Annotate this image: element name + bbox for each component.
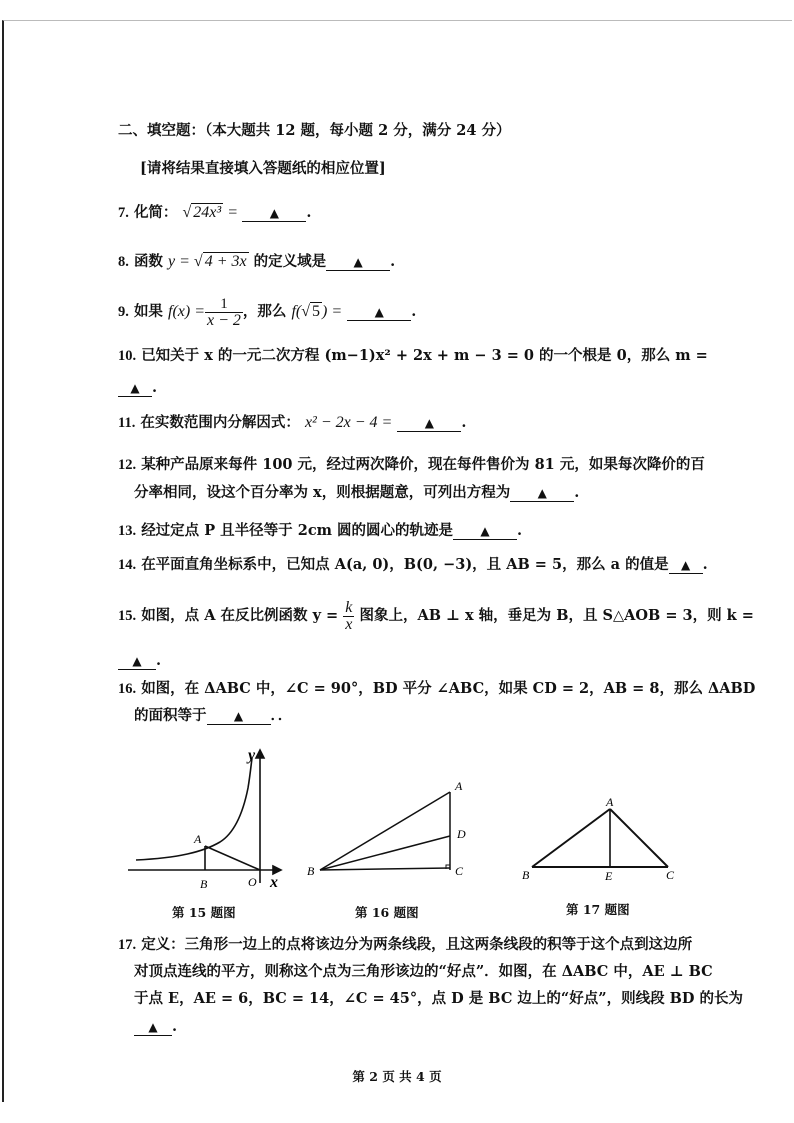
label-B: B bbox=[200, 877, 208, 891]
question-9: 9. 如果 f(x) = $\frac{1}{x - 2}$ ，那么 f( √ 5 ) = ▲ . bbox=[118, 295, 417, 329]
label-A: A bbox=[194, 832, 202, 846]
figure-16 bbox=[305, 780, 475, 890]
answer-blank: ▲ bbox=[242, 205, 306, 222]
question-12: 12. 某种产品原来每件 100 元，经过两次降价，现在每件售价为 81 元，如果每次降价的百 bbox=[118, 456, 705, 473]
x-axis-arrow bbox=[273, 866, 281, 874]
side-BA bbox=[532, 809, 610, 867]
answer-blank: ▲ bbox=[453, 523, 517, 540]
label-x: x bbox=[270, 874, 278, 891]
segment-BD bbox=[320, 836, 450, 870]
section-heading: 二、填空题：（本大题共 12 题，每小题 2 分，满分 24 分） bbox=[118, 122, 511, 139]
figure-15-caption: 第 15 题图 bbox=[172, 905, 236, 920]
question-12-line2: 分率相同，设这个百分率为 x，则根据题意，可列出方程为 ▲ . bbox=[134, 484, 580, 501]
label-B: B bbox=[522, 868, 530, 882]
label-E: E bbox=[605, 869, 613, 883]
question-8: 8. 函数 y = √ 4 + 3x 的定义域是 ▲ . bbox=[118, 253, 396, 270]
question-15-answer: ▲ . bbox=[118, 651, 161, 671]
question-15: 15. 如图，点 A 在反比例函数 y = $\frac{k}{x}$ 图象上，AB ⊥ x 轴，垂足为 B，且 S△AOB = 3，则 k = bbox=[118, 598, 754, 633]
answer-blank: ▲ bbox=[510, 485, 574, 502]
side-AC bbox=[610, 809, 668, 867]
answer-blank: ▲ bbox=[347, 304, 411, 321]
question-10-answer: ▲ . bbox=[118, 378, 157, 398]
side-BC bbox=[320, 868, 450, 870]
label-D: D bbox=[457, 827, 466, 841]
question-16: 16. 如图，在 ΔABC 中，∠C = 90°，BD 平分 ∠ABC，如果 CD = 2，AB = 8，那么 ΔABD bbox=[118, 680, 756, 697]
question-17: 17. 定义：三角形一边上的点将该边分为两条线段，且这两条线段的积等于这个点到这边所 bbox=[118, 936, 693, 953]
answer-blank: ▲ bbox=[669, 557, 703, 574]
label-C: C bbox=[666, 868, 675, 882]
answer-blank: ▲ bbox=[326, 254, 390, 271]
figure-16-caption: 第 16 题图 bbox=[355, 905, 419, 920]
question-7: 7. 化简： √ 24x³ = ▲ . bbox=[118, 204, 312, 221]
page-footer: 第 2 页 共 4 页 bbox=[352, 1069, 442, 1084]
segment-AO bbox=[205, 846, 260, 870]
figure-15 bbox=[128, 748, 298, 893]
question-11: 11. 在实数范围内分解因式： x² − 2x − 4 = ▲ . bbox=[118, 414, 467, 431]
label-C: C bbox=[455, 864, 464, 878]
figure-17 bbox=[518, 795, 688, 885]
answer-blank: ▲ bbox=[118, 380, 152, 397]
question-13: 13. 经过定点 P 且半径等于 2cm 圆的圆心的轨迹是 ▲ . bbox=[118, 522, 523, 539]
label-B: B bbox=[307, 864, 315, 878]
label-y: y bbox=[248, 747, 256, 764]
label-A: A bbox=[606, 795, 614, 809]
question-17-line2: 对顶点连线的平方，则称这个点为三角形该边的“好点”．如图，在 ΔABC 中，AE ⊥ BC bbox=[134, 963, 713, 980]
y-axis-arrow bbox=[256, 750, 264, 758]
label-O: O bbox=[248, 875, 257, 889]
question-10: 10. 已知关于 x 的一元二次方程 (m−1)x² + 2x + m − 3 = 0 的一个根是 0，那么 m = bbox=[118, 347, 708, 364]
answer-blank: ▲ bbox=[397, 415, 461, 432]
answer-blank: ▲ bbox=[134, 1019, 172, 1036]
answer-blank: ▲ bbox=[207, 708, 271, 725]
question-17-answer: ▲ . bbox=[134, 1017, 177, 1037]
section-instruction: [请将结果直接填入答题纸的相应位置] bbox=[140, 160, 386, 177]
label-A: A bbox=[455, 779, 463, 793]
figure-17-caption: 第 17 题图 bbox=[566, 902, 630, 917]
question-17-line3: 于点 E，AE = 6，BC = 14，∠C = 45°，点 D 是 BC 边上的“好点”，则线段 BD 的长为 bbox=[134, 990, 744, 1007]
question-14: 14. 在平面直角坐标系中，已知点 A(a, 0)，B(0, −3)，且 AB = 5，那么 a 的值是 ▲ . bbox=[118, 556, 708, 573]
question-16-line2: 的面积等于 ▲ ．． bbox=[134, 707, 293, 724]
answer-blank: ▲ bbox=[118, 653, 156, 670]
side-BA bbox=[320, 792, 450, 870]
